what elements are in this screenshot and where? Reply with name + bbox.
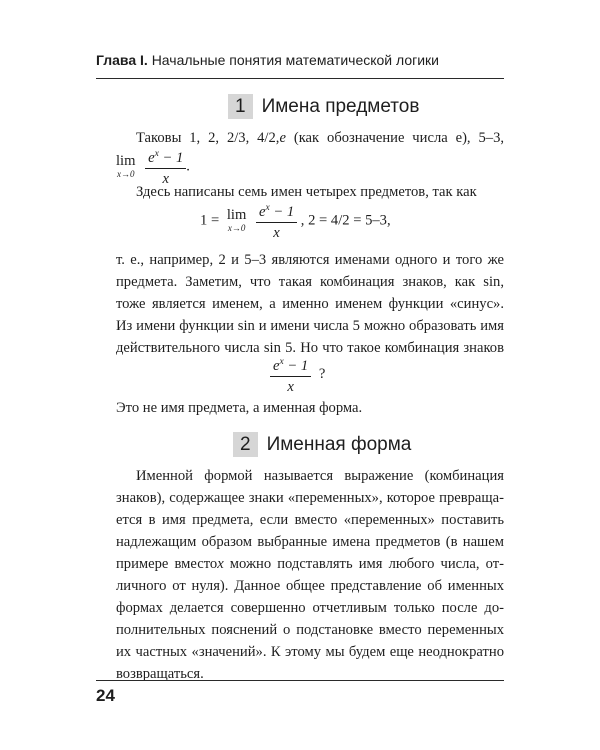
s1-p2-line1: Здесь написаны семь имен четырех предметов, так как — [136, 184, 477, 200]
s2-line8: полнительных пояснений о подстановке вместо переменных — [116, 622, 504, 638]
s1-question-fraction — [270, 354, 325, 396]
fraction-numerator: $e^x - 1$ — [145, 146, 186, 169]
section-1-heading — [228, 94, 419, 119]
chapter-title: Начальные понятия математической логики — [151, 52, 439, 68]
section-1-title: Имена предметов — [261, 95, 420, 117]
lim-word: lim — [116, 153, 136, 170]
s2-line5: примере вместоx можно подставлять имя любого числа, от- — [116, 556, 504, 572]
s2-line9: их частных «значений». К этому мы будем еще неоднократно — [116, 644, 504, 660]
s1-p3-line1: т. е., например, 2 и 5–3 являются именами одного и того же — [116, 252, 504, 268]
formula-fraction: $\frac{e^x - 1}{x}$ — [256, 200, 297, 242]
formula-limit: lim x→0 — [226, 207, 247, 234]
section-2-number: 2 — [233, 432, 258, 457]
section-2-heading — [233, 432, 411, 457]
formula-left: 1 = — [200, 212, 220, 229]
running-header — [96, 52, 439, 68]
s1-p3-line3: тоже является именем, а именно именем функции «синус». — [116, 296, 504, 312]
question-mark: ? — [318, 366, 326, 383]
s2-line7: формах делается совершенно отчетливым только после до- — [116, 600, 504, 616]
math-variable: x — [217, 556, 224, 572]
s2-line4: надлежащим образом выбранные имена предметов (в нашем — [116, 534, 504, 550]
s2-line1: Именной формой называется выражение (комбинация — [136, 468, 504, 484]
formula-right: , 2 = 4/2 = 5–3, — [300, 212, 391, 229]
s2-line6: личного от нуля). Данное общее представление об именных — [116, 578, 504, 594]
fraction-denominator: x — [162, 170, 169, 187]
s1-p1-line1: Таковы 1, 2, 2/3, 4/2,e (как обозначение числа e), 5–3, — [136, 130, 505, 146]
section-2-title: Именная форма — [266, 433, 412, 455]
header-rule — [96, 78, 504, 79]
section-1-number: 1 — [228, 94, 253, 119]
math-variable: e — [279, 130, 286, 146]
question-fraction: $\frac{e^x - 1}{x}$ — [270, 354, 311, 396]
lim-subscript: x→0 — [116, 169, 135, 180]
s1-p3-line2: предмета. Заметим, что такая комбинация знаков, как sin, — [116, 274, 504, 290]
page-number: 24 — [96, 686, 115, 705]
s1-formula — [200, 200, 391, 242]
s1-p3-line4: Из имени функции sin и имени числа 5 можно образовать имя — [116, 318, 504, 334]
limit-operator — [116, 154, 135, 179]
s1-p3-line5: действительного числа sin 5. Но что такое комбинация знаков — [116, 340, 504, 356]
s2-line10: возвращаться. — [116, 666, 204, 682]
chapter-label: Глава I. — [96, 52, 148, 68]
s2-line2: знаков), содержащее знаки «переменных», которое превраща- — [116, 490, 504, 506]
s1-lim-expression: lim x→0 $\frac{e^x - 1}{x}$ . — [116, 146, 190, 188]
s2-line3: ется в имя предмета, если вместо «переменных» поставить — [116, 512, 504, 528]
footer-rule — [96, 680, 504, 681]
s1-p4: Это не имя предмета, а именная форма. — [116, 400, 363, 416]
